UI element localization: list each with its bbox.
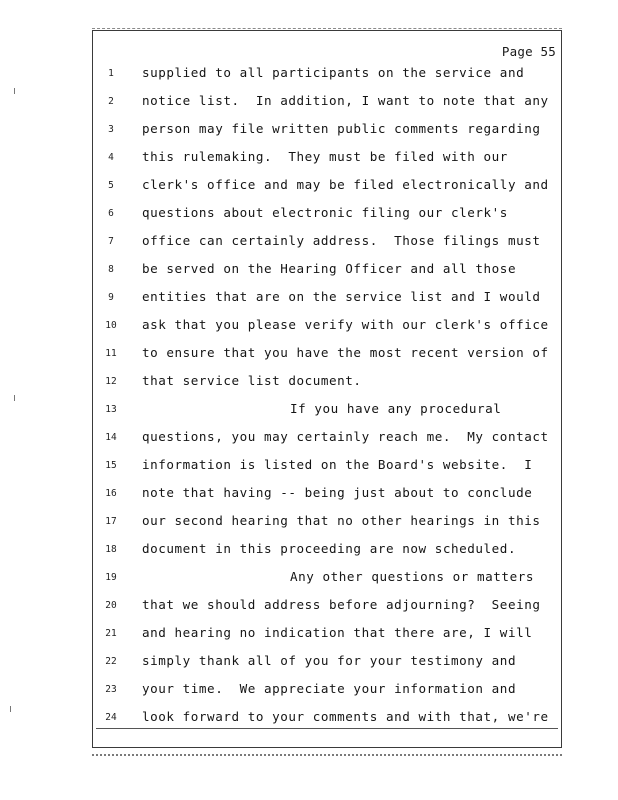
transcript-line [96, 512, 558, 534]
transcript-line [96, 260, 558, 282]
transcript-line [96, 204, 558, 226]
line-text: entities that are on the service list and I would [142, 289, 541, 304]
transcript-line [96, 428, 558, 450]
transcript-line [96, 596, 558, 618]
line-number: 24 [105, 712, 117, 723]
page-number: Page 55 [501, 44, 556, 59]
line-text: supplied to all participants on the service and [142, 65, 525, 80]
transcript-line [96, 316, 558, 338]
transcript-line [96, 344, 558, 366]
line-text: Any other questions or matters [290, 569, 534, 584]
line-number: 17 [105, 516, 117, 527]
line-text: If you have any procedural [290, 401, 502, 416]
line-number: 2 [108, 96, 114, 107]
line-number: 1 [108, 68, 114, 79]
line-text: that we should address before adjourning? Seeing [142, 597, 541, 612]
line-number: 7 [108, 236, 114, 247]
line-text: information is listed on the Board's website. I [142, 457, 533, 472]
line-text: be served on the Hearing Officer and all those [142, 261, 517, 276]
line-text: office can certainly address. Those filings must [142, 233, 541, 248]
line-text: this rulemaking. They must be filed with our [142, 149, 508, 164]
line-text: clerk's office and may be filed electronically and [142, 177, 549, 192]
transcript-line [96, 92, 558, 114]
line-text: our second hearing that no other hearings in this [142, 513, 541, 528]
line-number: 9 [108, 292, 114, 303]
line-number: 21 [105, 628, 117, 639]
transcript-line [96, 400, 558, 422]
line-number: 12 [105, 376, 117, 387]
line-text: questions about electronic filing our clerk's [142, 205, 508, 220]
transcript-line [96, 484, 558, 506]
line-text: that service list document. [142, 373, 362, 388]
transcript-line [96, 288, 558, 310]
line-text: questions, you may certainly reach me. My contact [142, 429, 549, 444]
line-text: look forward to your comments and with that, we're [142, 709, 549, 724]
scan-mark [14, 88, 15, 94]
line-number: 23 [105, 684, 117, 695]
scan-mark [10, 706, 11, 712]
transcript-line [96, 120, 558, 142]
line-number: 6 [108, 208, 114, 219]
line-number: 18 [105, 544, 117, 555]
transcript-line [96, 652, 558, 674]
line-text: to ensure that you have the most recent version of [142, 345, 549, 360]
line-number: 20 [105, 600, 117, 611]
transcript-line [96, 680, 558, 702]
line-text: note that having -- being just about to conclude [142, 485, 533, 500]
line-number: 22 [105, 656, 117, 667]
transcript-line [96, 372, 558, 394]
line-number: 15 [105, 460, 117, 471]
line-number: 4 [108, 152, 114, 163]
transcript-line [96, 568, 558, 590]
page-footer-rule [92, 754, 562, 758]
line-text: ask that you please verify with our clerk's office [142, 317, 549, 332]
line-text: document in this proceeding are now scheduled. [142, 541, 517, 556]
transcript-line [96, 540, 558, 562]
line-text: simply thank all of you for your testimony and [142, 653, 517, 668]
transcript-line [96, 148, 558, 170]
transcript-line [96, 176, 558, 198]
line-number: 10 [105, 320, 117, 331]
line-number: 16 [105, 488, 117, 499]
line-number: 5 [108, 180, 114, 191]
line-number: 3 [108, 124, 114, 135]
line-number: 11 [105, 348, 117, 359]
line-number: 13 [105, 404, 117, 415]
transcript-line [96, 64, 558, 86]
line-text: your time. We appreciate your information and [142, 681, 517, 696]
line-number: 8 [108, 264, 114, 275]
line-text: person may file written public comments regarding [142, 121, 541, 136]
transcript-line [96, 456, 558, 478]
line-number: 14 [105, 432, 117, 443]
scan-mark [14, 395, 15, 401]
transcript-line [96, 624, 558, 646]
transcript-line [96, 708, 558, 730]
line-text: notice list. In addition, I want to note that any [142, 93, 549, 108]
line-number: 19 [105, 572, 117, 583]
transcript-line [96, 232, 558, 254]
line-text: and hearing no indication that there are, I will [142, 625, 533, 640]
